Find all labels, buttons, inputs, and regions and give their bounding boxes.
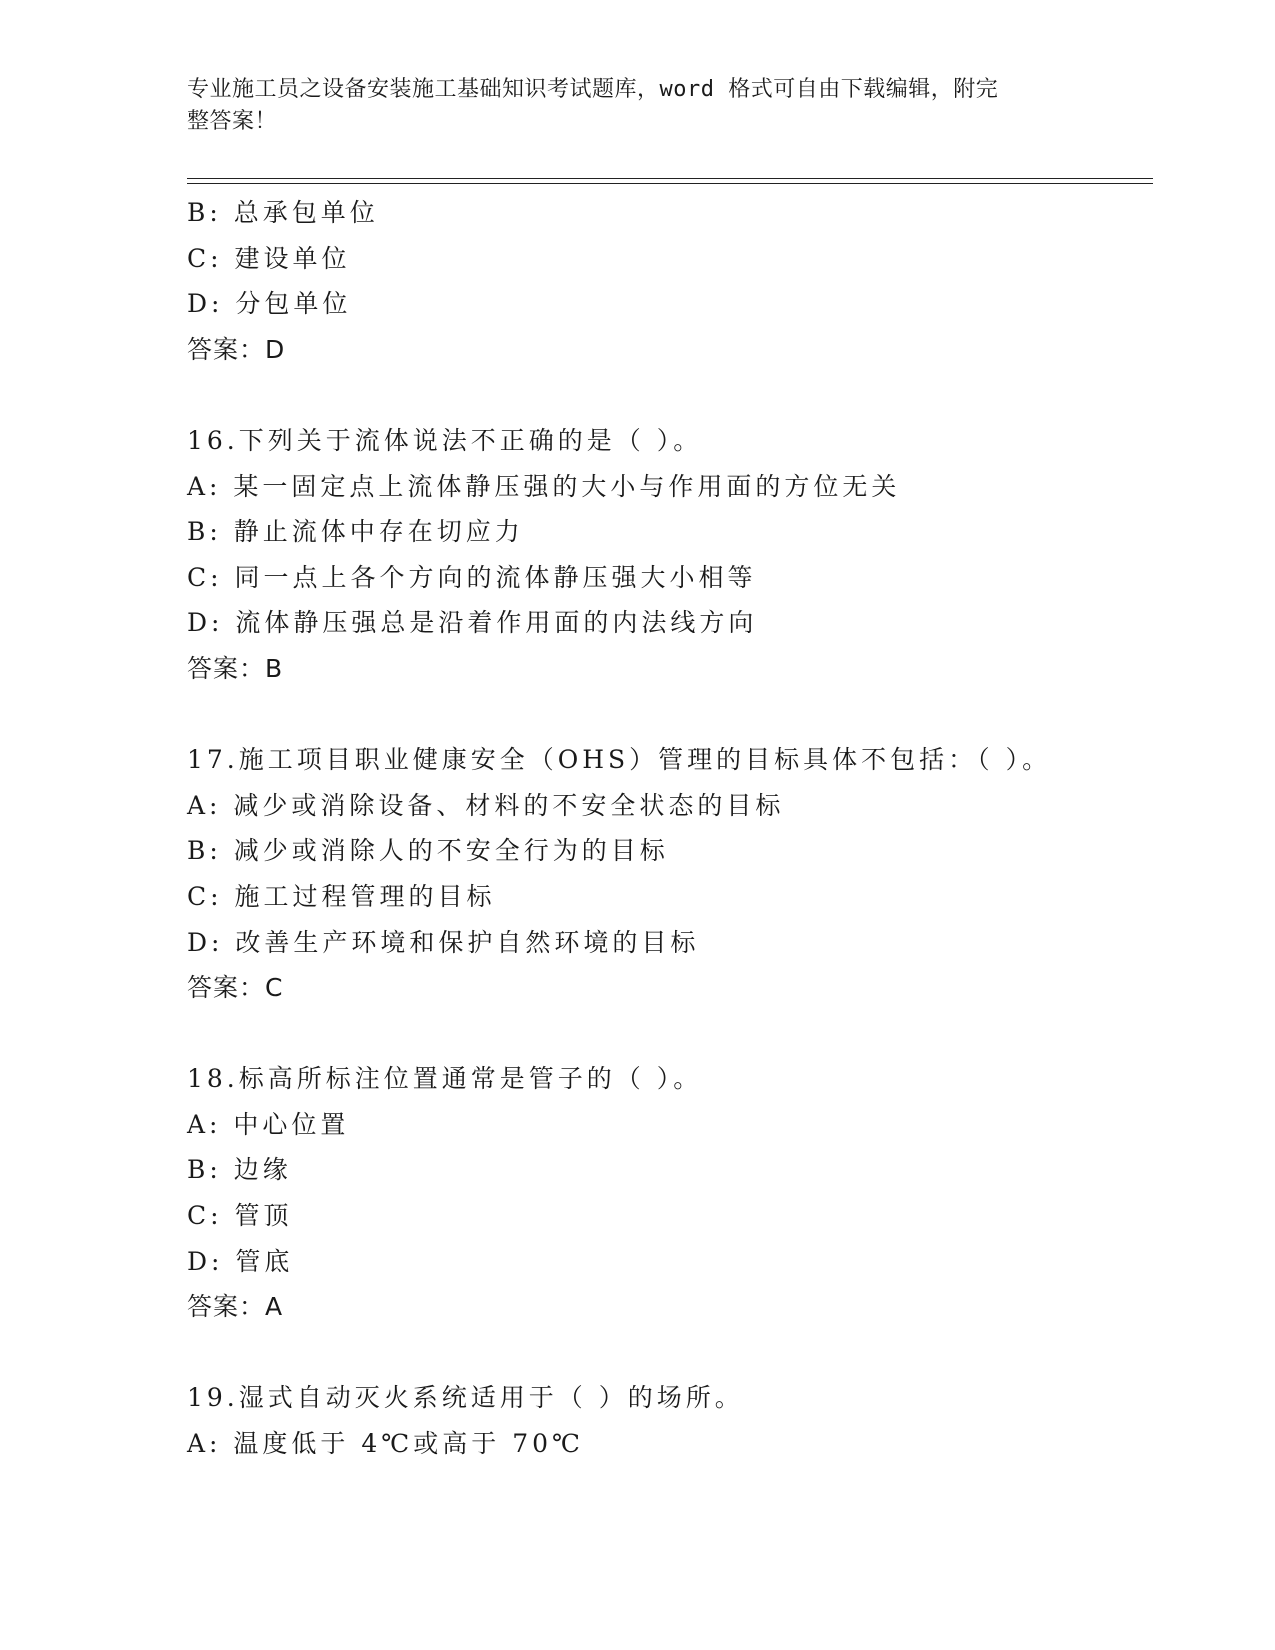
option-line: D: 管底 <box>187 1246 294 1276</box>
header-rule-bottom <box>187 183 1153 184</box>
option-line: D: 改善生产环境和保护自然环境的目标 <box>187 927 700 957</box>
blank-line <box>187 372 1167 418</box>
option-line: C: 建设单位 <box>187 243 351 273</box>
option-line: C: 同一点上各个方向的流体静压强大小相等 <box>187 562 757 592</box>
question-stem: 16.下列关于流体说法不正确的是（ ）。 <box>187 425 703 455</box>
option-line: D: 流体静压强总是沿着作用面的内法线方向 <box>187 608 758 638</box>
option-line: C: 管顶 <box>187 1201 293 1231</box>
option-line: A: 中心位置 <box>187 1109 350 1139</box>
answer-line: 答案：A <box>187 1292 284 1322</box>
answer-line: 答案：B <box>187 653 284 683</box>
option-line: A: 温度低于 4℃或高于 70℃ <box>187 1429 584 1459</box>
blank-line <box>187 692 1167 738</box>
answer-line: 答案：D <box>187 334 286 364</box>
option-line: C: 施工过程管理的目标 <box>187 881 496 911</box>
question-list <box>187 190 1167 1467</box>
option-line: B: 边缘 <box>187 1155 292 1185</box>
header-line-1: 专业施工员之设备安装施工基础知识考试题库，word 格式可自由下载编辑，附完 <box>187 77 999 102</box>
option-line: D: 分包单位 <box>187 289 352 319</box>
blank-line <box>187 1011 1167 1057</box>
question-stem: 19.湿式自动灭火系统适用于（ ）的场所。 <box>187 1383 744 1413</box>
header-rule-top <box>187 178 1153 179</box>
answer-line: 答案：C <box>187 973 284 1003</box>
option-line: A: 某一固定点上流体静压强的大小与作用面的方位无关 <box>187 471 901 501</box>
header-line-2: 整答案！ <box>187 109 278 134</box>
document-header <box>187 74 1087 138</box>
option-line: A: 减少或消除设备、材料的不安全状态的目标 <box>187 790 785 820</box>
option-line: B: 静止流体中存在切应力 <box>187 517 524 547</box>
blank-line <box>187 1330 1167 1376</box>
question-stem: 18.标高所标注位置通常是管子的（ ）。 <box>187 1064 703 1094</box>
option-line: B: 减少或消除人的不安全行为的目标 <box>187 836 669 866</box>
question-stem: 17.施工项目职业健康安全（OHS）管理的目标具体不包括：（ ）。 <box>187 745 1052 775</box>
option-line: B: 总承包单位 <box>187 198 379 227</box>
